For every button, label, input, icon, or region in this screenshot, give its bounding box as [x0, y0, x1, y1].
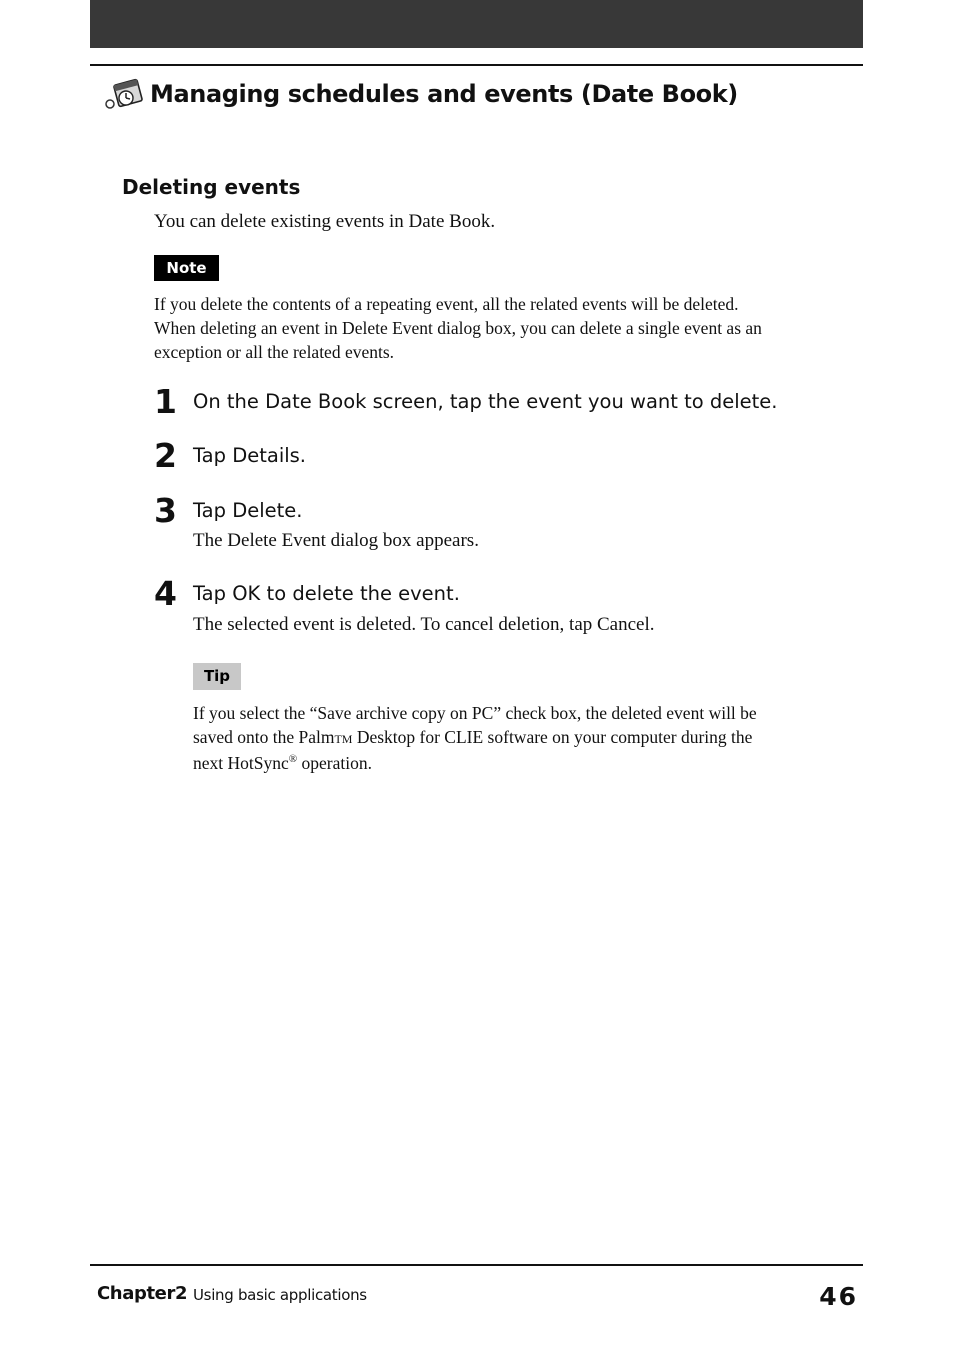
- step-detail: The selected event is deleted. To cancel deletion, tap Cancel.: [193, 614, 655, 635]
- note-line: If you delete the contents of a repeating event, all the related events will be deleted.: [154, 294, 739, 314]
- tip-fragment: operation.: [297, 753, 372, 773]
- note-line: exception or all the related events.: [154, 342, 395, 362]
- step-number: 1: [154, 382, 177, 421]
- step-text: On the Date Book screen, tap the event you want to delete.: [193, 390, 778, 413]
- page-title: Managing schedules and events (Date Book): [150, 80, 738, 108]
- tip-text: [193, 701, 853, 775]
- title-row: [104, 74, 738, 114]
- section-heading: Deleting events: [122, 175, 301, 199]
- note-label: Note: [154, 255, 219, 281]
- footer-rule: [90, 1264, 863, 1266]
- tip-line: [193, 725, 853, 751]
- tip-line: [193, 751, 853, 775]
- section-intro: You can delete existing events in Date Book.: [154, 211, 496, 232]
- tip-line: If you select the “Save archive copy on PC” check box, the deleted event will be: [193, 703, 757, 723]
- page-number: 46: [819, 1282, 858, 1311]
- header-bar: [90, 0, 863, 48]
- step-detail: The Delete Event dialog box appears.: [193, 530, 479, 551]
- tip-fragment: Desktop for CLIE software on your computer during the: [352, 727, 753, 747]
- step-number: 4: [154, 574, 177, 613]
- datebook-icon: [104, 76, 144, 112]
- footer-section: Using basic applications: [193, 1286, 367, 1304]
- registered-symbol: ®: [288, 753, 298, 766]
- step-text: Tap OK to delete the event.: [193, 582, 460, 605]
- tip-fragment: saved onto the Palm: [193, 727, 335, 747]
- tip-fragment: next HotSync: [193, 753, 289, 773]
- note-text: [154, 292, 854, 364]
- step-text: Tap Details.: [193, 444, 307, 467]
- note-line: When deleting an event in Delete Event dialog box, you can delete a single event as an: [154, 318, 762, 338]
- tip-label: Tip: [193, 663, 241, 690]
- footer-chapter: Chapter2: [97, 1283, 188, 1304]
- step-number: 3: [154, 491, 177, 530]
- header-rule: [90, 64, 863, 66]
- step-text: Tap Delete.: [193, 499, 303, 522]
- trademark-symbol: TM: [334, 732, 353, 746]
- step-number: 2: [154, 436, 177, 475]
